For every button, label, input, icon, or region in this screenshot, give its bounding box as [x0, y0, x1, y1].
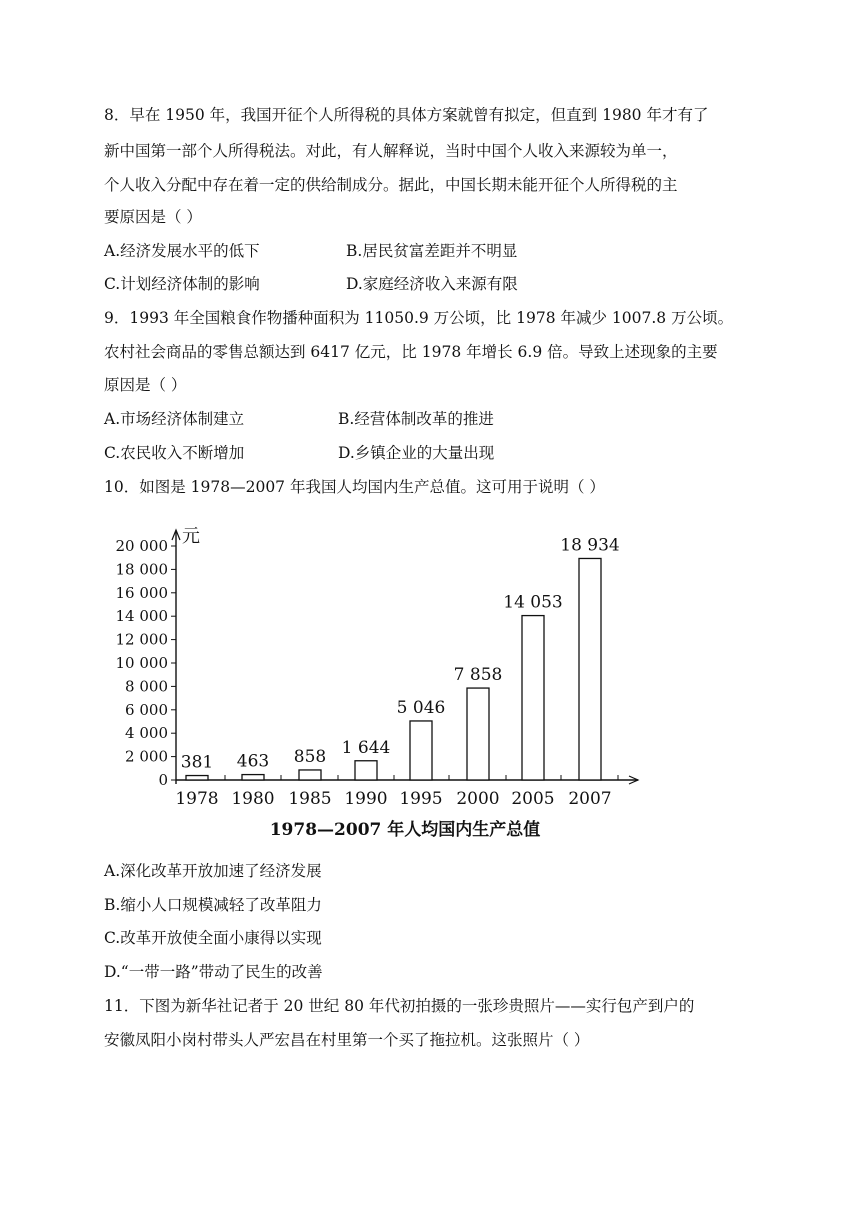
q9-option-b[interactable]: B.经营体制改革的推进: [338, 410, 494, 428]
q9-option-d[interactable]: D.乡镇企业的大量出现: [338, 444, 495, 462]
q8-option-a[interactable]: A.经济发展水平的低下: [104, 242, 260, 260]
bar-2007: [579, 558, 601, 780]
q10-option-c[interactable]: C.改革开放使全面小康得以实现: [104, 929, 322, 947]
value-label-2007: 18 934: [560, 535, 620, 556]
y-tick-label: 4 000: [125, 724, 168, 743]
chart-title: 1978—2007 年人均国内生产总值: [269, 820, 541, 840]
y-tick-label: 0: [158, 771, 168, 789]
value-label-2000: 7 858: [453, 665, 503, 686]
q8-option-b[interactable]: B.居民贫富差距并不明显: [346, 242, 518, 260]
q8-option-d[interactable]: D.家庭经济收入来源有限: [346, 275, 518, 293]
y-tick-label: 14 000: [115, 607, 168, 626]
value-label-2005: 14 053: [503, 592, 563, 613]
q9-line-1: 9．1993 年全国粮食作物播种面积为 11050.9 万公顷，比 1978 年减少 1007.8 万公顷。: [104, 309, 734, 327]
bar-1995: [410, 721, 432, 780]
chart-axes: [172, 530, 638, 784]
x-tick-label-2007: 2007: [568, 789, 612, 809]
q10-option-b[interactable]: B.缩小人口规模减轻了改革阻力: [104, 896, 322, 914]
x-tick-label-1980: 1980: [231, 789, 275, 809]
bar-2005: [522, 616, 544, 780]
y-tick-label: 16 000: [115, 583, 168, 602]
x-tick-label-1978: 1978: [175, 789, 219, 809]
q10-option-d[interactable]: D.“一带一路”带动了民生的改善: [104, 963, 323, 981]
gdp-per-capita-bar-chart: [100, 520, 660, 850]
q11-line-1: 11．下图为新华社记者于 20 世纪 80 年代初拍摄的一张珍贵照片——实行包产到户的: [104, 997, 695, 1015]
bar-1990: [355, 761, 377, 780]
q8-line-2: 新中国第一部个人所得税法。对此，有人解释说，当时中国个人收入来源较为单一，: [104, 142, 678, 160]
q8-option-c[interactable]: C.计划经济体制的影响: [104, 275, 260, 293]
x-tick-label-1995: 1995: [399, 789, 443, 809]
bar-2000: [467, 688, 489, 780]
y-tick-label: 8 000: [125, 677, 168, 696]
bar-1978: [186, 776, 208, 780]
q8-line-3: 个人收入分配中存在着一定的供给制成分。据此，中国长期未能开征个人所得税的主: [104, 176, 678, 194]
x-tick-label-1985: 1985: [288, 789, 332, 809]
y-tick-label: 12 000: [115, 630, 168, 649]
q9-line-3: 原因是（ ）: [104, 376, 187, 394]
value-label-1980: 463: [236, 751, 270, 772]
bar-1985: [299, 770, 321, 780]
q11-line-2: 安徽凤阳小岗村带头人严宏昌在村里第一个买了拖拉机。这张照片（ ）: [104, 1031, 590, 1049]
y-tick-label: 2 000: [125, 747, 168, 766]
value-label-1978: 381: [180, 752, 214, 773]
q9-option-c[interactable]: C.农民收入不断增加: [104, 444, 245, 462]
chart-y-ticks: [116, 537, 177, 789]
q10-stem: 10．如图是 1978—2007 年我国人均国内生产总值。这可用于说明（ ）: [104, 478, 605, 496]
q9-line-2: 农村社会商品的零售总额达到 6417 亿元，比 1978 年增长 6.9 倍。导致上述现象的主要: [104, 343, 718, 361]
y-tick-label: 6 000: [125, 700, 168, 719]
value-label-1990: 1 644: [341, 737, 391, 758]
x-tick-label-2005: 2005: [511, 789, 555, 809]
value-label-1995: 5 046: [396, 697, 446, 718]
x-tick-label-2000: 2000: [456, 789, 500, 809]
y-tick-label: 10 000: [115, 654, 168, 672]
q9-option-a[interactable]: A.市场经济体制建立: [104, 410, 245, 428]
y-tick-label: 20 000: [115, 537, 168, 555]
q8-line-1: 8．早在 1950 年，我国开征个人所得税的具体方案就曾有拟定，但直到 1980 年才有了: [104, 106, 709, 124]
chart-value-labels: [181, 535, 620, 772]
value-label-1985: 858: [293, 746, 327, 767]
y-tick-label: 18 000: [115, 560, 168, 579]
chart-y-axis-label: 元: [182, 526, 200, 547]
bar-1980: [242, 775, 264, 780]
q10-option-a[interactable]: A.深化改革开放加速了经济发展: [104, 862, 322, 880]
q8-line-4: 要原因是（ ）: [104, 208, 202, 226]
x-tick-label-1990: 1990: [344, 789, 388, 809]
